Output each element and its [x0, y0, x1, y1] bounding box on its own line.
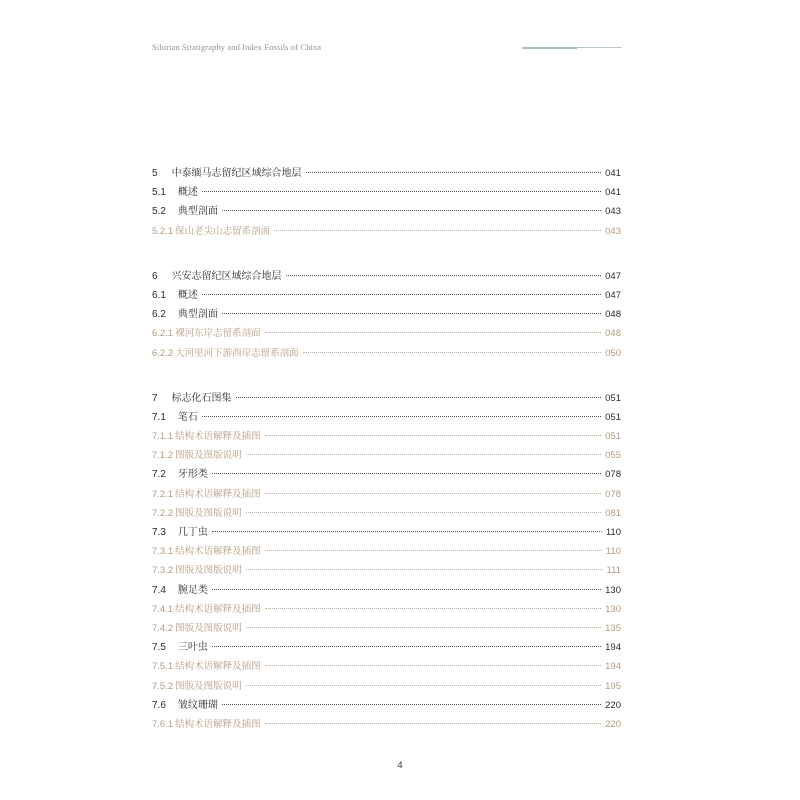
toc-entry-page: 043	[605, 206, 621, 218]
toc-entry[interactable]	[152, 324, 621, 343]
table-of-contents	[152, 164, 621, 760]
toc-entry-number: 6.2.2	[152, 347, 174, 359]
toc-dot-leader	[246, 627, 601, 628]
toc-entry-number: 7.4.1	[152, 603, 174, 615]
toc-entry-number: 7.2.1	[152, 488, 174, 500]
toc-entry[interactable]	[152, 677, 621, 696]
toc-dot-leader	[286, 275, 602, 276]
toc-entry-title: 概述	[177, 187, 198, 199]
toc-entry[interactable]	[152, 504, 621, 523]
toc-entry[interactable]	[152, 485, 621, 504]
toc-entry-title: 结构术语解释及插图	[175, 488, 261, 500]
toc-dot-leader	[246, 512, 601, 513]
toc-entry[interactable]	[152, 389, 621, 408]
toc-entry[interactable]	[152, 542, 621, 561]
toc-entry-number: 7.1.1	[152, 431, 174, 443]
toc-entry-title: 腕足类	[177, 584, 208, 596]
toc-entry-number: 5	[152, 168, 158, 179]
toc-entry-page: 051	[605, 411, 621, 423]
toc-entry-number: 5.1	[152, 187, 166, 199]
toc-entry[interactable]	[152, 183, 621, 202]
header-rule-accent	[522, 47, 577, 49]
toc-entry-title: 图版及图版说明	[175, 565, 242, 577]
toc-entry[interactable]	[152, 286, 621, 305]
toc-dot-leader	[265, 493, 601, 494]
toc-entry-page: 130	[605, 603, 621, 615]
toc-entry-number: 7.1.2	[152, 450, 174, 462]
toc-dot-leader	[202, 191, 601, 192]
toc-entry[interactable]	[152, 446, 621, 465]
toc-entry-number: 7.6	[152, 699, 166, 711]
toc-dot-leader	[306, 172, 602, 173]
toc-entry-title: 裸河东岸志留系剖面	[175, 328, 261, 340]
toc-entry[interactable]	[152, 638, 621, 657]
toc-dot-leader	[274, 230, 601, 231]
toc-entry-page: 078	[605, 469, 621, 481]
toc-entry-number: 7.4	[152, 584, 166, 596]
toc-entry-title: 保山老尖山志留系剖面	[175, 225, 271, 237]
toc-entry-number: 7.3	[152, 527, 166, 538]
toc-entry-number: 7.3.2	[152, 565, 174, 577]
toc-entry[interactable]	[152, 523, 621, 542]
toc-entry-number: 6.1	[152, 289, 166, 301]
toc-entry-page: 130	[605, 584, 621, 596]
toc-entry-page: 048	[605, 328, 621, 340]
toc-dot-leader	[265, 550, 602, 551]
toc-entry-number: 7.5.2	[152, 680, 174, 692]
toc-dot-leader	[246, 454, 601, 455]
toc-entry[interactable]	[152, 581, 621, 600]
toc-entry-title: 结构术语解释及插图	[175, 603, 261, 615]
toc-entry[interactable]	[152, 600, 621, 619]
toc-entry-title: 标志化石图集	[171, 392, 232, 404]
toc-entry-title: 三叶虫	[177, 642, 208, 654]
toc-entry-number: 5.2.1	[152, 225, 174, 237]
toc-entry[interactable]	[152, 619, 621, 638]
page-number: 4	[397, 760, 403, 771]
toc-entry-title: 笔石	[177, 411, 198, 423]
toc-entry-page: 050	[605, 347, 621, 359]
toc-entry[interactable]	[152, 202, 621, 221]
toc-dot-leader	[265, 608, 601, 609]
toc-entry-title: 结构术语解释及插图	[175, 718, 261, 730]
toc-entry-page: 055	[605, 450, 621, 462]
toc-entry[interactable]	[152, 222, 621, 241]
toc-entry[interactable]	[152, 715, 621, 734]
toc-entry-page: 043	[605, 225, 621, 237]
toc-entry-page: 047	[605, 289, 621, 301]
toc-entry-page: 220	[605, 718, 621, 730]
toc-entry-title: 概述	[177, 289, 198, 301]
toc-section	[152, 389, 621, 734]
toc-entry-page: 047	[605, 270, 621, 282]
toc-entry-number: 7	[152, 392, 158, 404]
toc-entry-page: 194	[605, 661, 621, 673]
toc-entry[interactable]	[152, 164, 621, 183]
toc-entry-title: 结构术语解释及插图	[175, 661, 261, 673]
toc-entry-page: 051	[605, 431, 621, 443]
toc-dot-leader	[212, 531, 602, 532]
toc-dot-leader	[236, 397, 602, 398]
toc-entry-title: 典型剖面	[177, 206, 218, 218]
toc-dot-leader	[212, 646, 601, 647]
toc-entry[interactable]	[152, 305, 621, 324]
toc-entry[interactable]	[152, 427, 621, 446]
toc-entry[interactable]	[152, 267, 621, 286]
toc-entry-number: 6.2.1	[152, 328, 174, 340]
toc-dot-leader	[265, 723, 601, 724]
toc-entry[interactable]	[152, 344, 621, 363]
toc-dot-leader	[265, 665, 601, 666]
toc-entry-number: 7.2	[152, 469, 166, 481]
toc-entry-page: 048	[605, 309, 621, 321]
toc-entry-page: 110	[605, 546, 621, 558]
toc-section	[152, 164, 621, 241]
toc-dot-leader	[303, 352, 601, 353]
toc-dot-leader	[222, 210, 601, 211]
toc-entry-number: 7.1	[152, 411, 166, 423]
toc-dot-leader	[222, 313, 601, 314]
toc-entry-page: 135	[605, 622, 621, 634]
toc-entry-number: 7.2.2	[152, 507, 174, 519]
toc-entry-title: 皱纹珊瑚	[177, 699, 218, 711]
toc-section	[152, 267, 621, 363]
toc-entry-title: 大河里河下游西岸志留系剖面	[175, 347, 299, 359]
toc-entry-page: 110	[605, 527, 621, 538]
toc-entry-title: 结构术语解释及插图	[175, 546, 261, 558]
toc-entry-title: 图版及图版说明	[175, 680, 242, 692]
toc-entry-number: 7.4.2	[152, 622, 174, 634]
toc-dot-leader	[212, 589, 601, 590]
toc-dot-leader	[222, 704, 601, 705]
toc-entry-number: 7.5	[152, 642, 166, 654]
toc-entry-number: 6.2	[152, 309, 166, 321]
toc-entry-title: 典型剖面	[177, 309, 218, 321]
toc-entry-title: 中泰缅马志留纪区域综合地层	[171, 168, 302, 179]
toc-entry-title: 图版及图版说明	[175, 450, 242, 462]
toc-entry-page: 195	[605, 680, 621, 692]
toc-dot-leader	[212, 473, 601, 474]
toc-entry[interactable]	[152, 408, 621, 427]
toc-dot-leader	[202, 416, 601, 417]
toc-dot-leader	[265, 435, 601, 436]
toc-dot-leader	[265, 332, 601, 333]
toc-dot-leader	[246, 685, 601, 686]
toc-entry[interactable]	[152, 696, 621, 715]
toc-entry-page: 078	[605, 488, 621, 500]
toc-entry-title: 兴安志留纪区域综合地层	[171, 270, 282, 282]
toc-entry-number: 7.3.1	[152, 546, 174, 558]
toc-entry-title: 结构术语解释及插图	[175, 431, 261, 443]
toc-entry[interactable]	[152, 465, 621, 484]
toc-entry-page: 041	[605, 187, 621, 199]
toc-dot-leader	[202, 294, 601, 295]
toc-entry-page: 111	[606, 565, 621, 577]
toc-entry-number: 7.6.1	[152, 718, 174, 730]
running-header-title: Silurian Stratigraphy and Index Fossils of China	[152, 42, 322, 52]
toc-entry-page: 220	[605, 699, 621, 711]
toc-entry-page: 041	[605, 168, 621, 179]
toc-entry-title: 图版及图版说明	[175, 622, 242, 634]
toc-entry-page: 051	[605, 392, 621, 404]
toc-dot-leader	[246, 569, 603, 570]
toc-entry[interactable]	[152, 561, 621, 580]
toc-entry-number: 6	[152, 270, 158, 282]
toc-entry-title: 牙形类	[177, 469, 208, 481]
toc-entry-number: 7.5.1	[152, 661, 174, 673]
toc-entry-page: 194	[605, 642, 621, 654]
toc-entry-page: 081	[605, 507, 621, 519]
toc-entry-number: 5.2	[152, 206, 166, 218]
toc-entry[interactable]	[152, 657, 621, 676]
toc-entry-title: 图版及图版说明	[175, 507, 242, 519]
toc-entry-title: 几丁虫	[177, 527, 208, 538]
